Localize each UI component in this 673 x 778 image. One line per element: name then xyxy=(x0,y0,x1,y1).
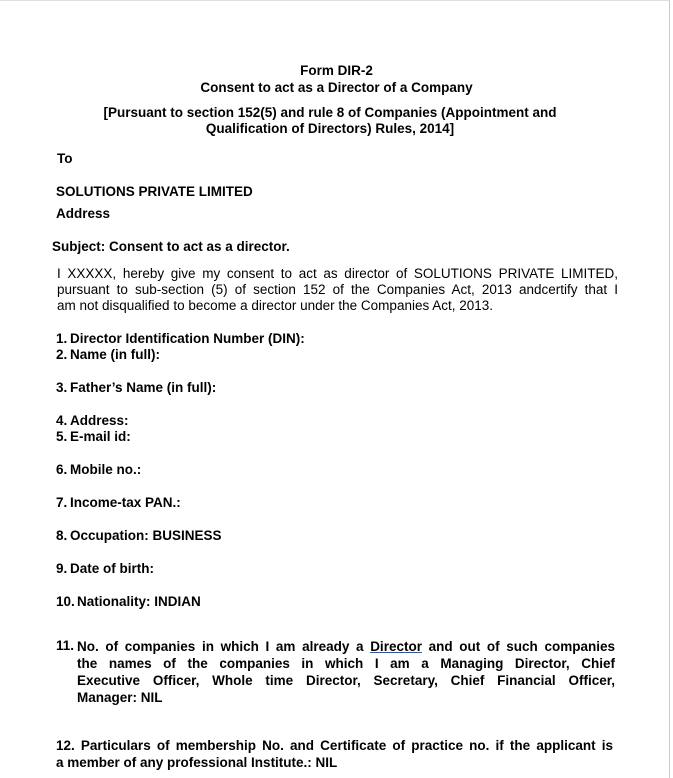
item-mobile xyxy=(56,462,141,477)
item-text: Father’s Name (in full): xyxy=(70,380,217,395)
item-text: Occupation: BUSINESS xyxy=(70,528,222,543)
item-fathers-name xyxy=(56,380,216,395)
item-nationality xyxy=(56,594,201,609)
item-pan xyxy=(56,495,181,510)
item-number: 6. xyxy=(56,462,68,477)
consent-line-2: pursuant to sub-section (5) of section 152 of the Companies Act, 2013 andcertify that I xyxy=(57,282,618,297)
item-12-line-2: a member of any professional Institute.: NIL xyxy=(56,755,338,770)
item-text: Address: xyxy=(70,413,129,428)
item-din xyxy=(56,331,305,346)
item-number: 3. xyxy=(56,380,68,395)
item-number: 9. xyxy=(56,561,68,576)
to-label: To xyxy=(57,151,73,166)
item-number: 1. xyxy=(56,331,68,346)
item-number: 2. xyxy=(56,347,68,362)
item-12-membership xyxy=(56,737,613,771)
item-email xyxy=(56,429,131,444)
item-number: 8. xyxy=(56,528,68,543)
item-number: 4. xyxy=(56,413,68,428)
item-occupation xyxy=(56,528,222,543)
item-11-line-2: the names of the companies in which I am a Managing Director, Chief xyxy=(77,656,615,671)
consent-paragraph xyxy=(57,266,618,314)
pursuant-line-2: Qualification of Directors) Rules, 2014] xyxy=(205,121,455,136)
item-number: 10. xyxy=(56,594,75,609)
item-number: 5. xyxy=(56,429,68,444)
item-11-text-b: and out of such companies xyxy=(428,639,615,654)
form-subtitle: Consent to act as a Director of a Company xyxy=(200,80,473,95)
item-name xyxy=(56,347,160,362)
consent-line-3: am not disqualified to become a director under the Companies Act, 2013. xyxy=(57,298,494,313)
item-text: Name (in full): xyxy=(70,347,160,362)
item-text: Mobile no.: xyxy=(70,462,142,477)
item-text: E-mail id: xyxy=(70,429,131,444)
item-number: 7. xyxy=(56,495,68,510)
director-link[interactable]: Director xyxy=(370,639,422,654)
item-11-line-1 xyxy=(77,638,615,655)
item-text: Income-tax PAN.: xyxy=(70,495,181,510)
item-text: Nationality: INDIAN xyxy=(77,594,201,609)
item-11-number: 11. xyxy=(56,638,75,653)
item-date-of-birth xyxy=(56,561,154,576)
subject-line: Subject: Consent to act as a director. xyxy=(52,239,290,254)
item-address xyxy=(56,413,129,428)
item-12-line-1: 12. Particulars of membership No. and Certificate of practice no. if the applicant is xyxy=(56,738,613,753)
item-text: Director Identification Number (DIN): xyxy=(70,331,305,346)
pursuant-line-1: [Pursuant to section 152(5) and rule 8 of Companies (Appointment and xyxy=(103,105,557,120)
item-11-companies xyxy=(77,638,615,706)
company-name: SOLUTIONS PRIVATE LIMITED xyxy=(56,184,253,199)
form-title: Form DIR-2 xyxy=(300,63,373,78)
item-11-line-4: Manager: NIL xyxy=(77,690,163,705)
item-text: Date of birth: xyxy=(70,561,154,576)
consent-line-1: I XXXXX, hereby give my consent to act as director of SOLUTIONS PRIVATE LIMITED, xyxy=(57,266,618,281)
address-label: Address xyxy=(56,206,111,221)
item-11-line-3: Executive Officer, Whole time Director, Secretary, Chief Financial Officer, xyxy=(77,673,615,688)
item-11-text-a: No. of companies in which I am already a xyxy=(77,639,364,654)
